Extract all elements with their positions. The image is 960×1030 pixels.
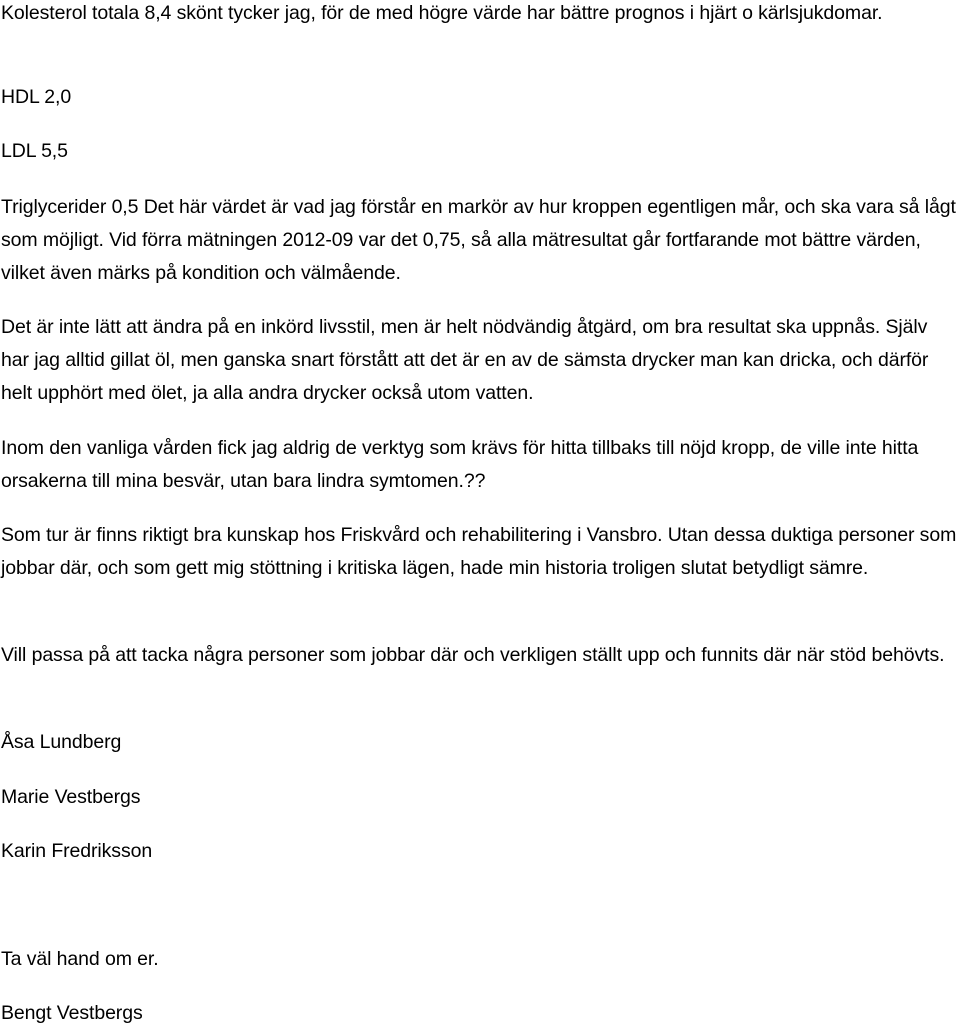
paragraph-hdl: HDL 2,0	[1, 86, 72, 108]
paragraph-friskvard: Som tur är finns riktigt bra kunskap hos Friskvård och rehabilitering i Vansbro. Utan dessa duktiga personer som jobbar där, och som gett mig stöttning i kritiska lägen, hade min historia troligen slutat betydligt sämre.	[1, 524, 957, 579]
closing-line: Ta väl hand om er.	[1, 948, 159, 970]
name-karin-fredriksson: Karin Fredriksson	[1, 840, 153, 862]
name-marie-vestbergs: Marie Vestbergs	[1, 786, 141, 808]
name-asa-lundberg: Åsa Lundberg	[1, 731, 122, 753]
paragraph-lifestyle: Det är inte lätt att ändra på en inkörd livsstil, men är helt nödvändig åtgärd, om bra resultat ska uppnås. Själv har jag alltid gillat öl, men ganska snart förstått att det är en av de sämsta drycker man kan dricka, och därför helt upphört med ölet, ja alla andra drycker också utom vatten.	[1, 316, 929, 404]
paragraph-cholesterol: Kolesterol totala 8,4 skönt tycker jag, för de med högre värde har bättre prognos i hjärt o kärlsjukdomar.	[1, 2, 883, 24]
paragraph-healthcare: Inom den vanliga vården fick jag aldrig de verktyg som krävs för hitta tillbaks till nöjd kropp, de ville inte hitta orsakerna till mina besvär, utan bara lindra symtomen.??	[1, 437, 919, 492]
signature-name: Bengt Vestbergs	[1, 1002, 143, 1024]
paragraph-thanks: Vill passa på att tacka några personer som jobbar där och verkligen ställt upp och funnits där när stöd behövts.	[1, 644, 945, 666]
paragraph-triglycerides: Triglycerider 0,5 Det här värdet är vad jag förstår en markör av hur kroppen egentligen mår, och ska vara så lågt som möjligt. Vid förra mätningen 2012-09 var det 0,75, så alla mätresultat går fortfarande mot bättre värden, vilket även märks på kondition och välmående.	[1, 196, 956, 284]
paragraph-ldl: LDL 5,5	[1, 140, 68, 162]
